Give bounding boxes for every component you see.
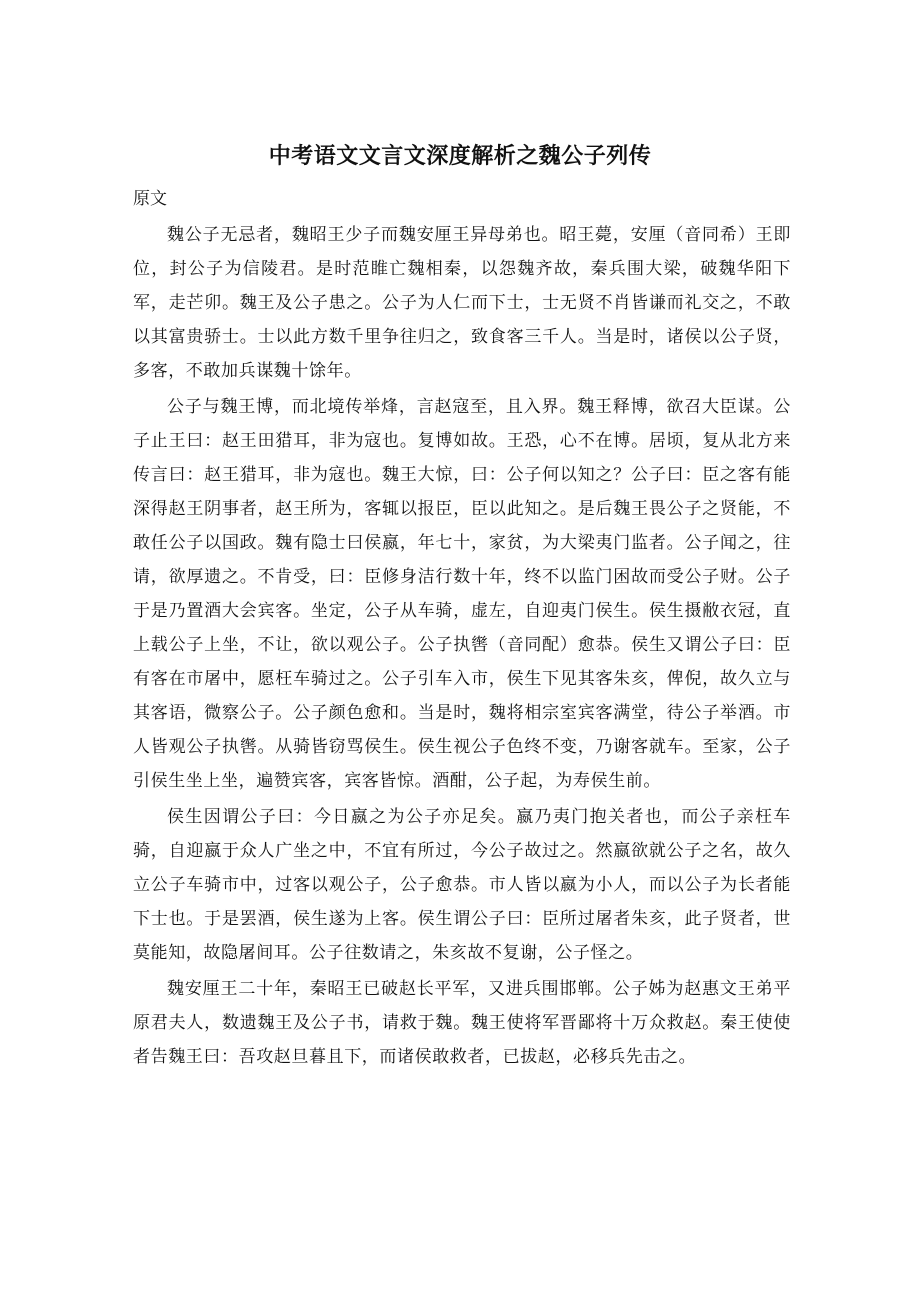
- paragraph: 侯生因谓公子曰：今日嬴之为公子亦足矣。嬴乃夷门抱关者也，而公子亲枉车骑，自迎嬴于众人广坐之中，不宜有所过，今公子故过之。然嬴欲就公子之名，故久立公子车骑市中，过客以观公子，公子愈恭。市人皆以嬴为小人，而以公子为长者能下士也。于是罢酒，侯生遂为上客。侯生谓公子曰：臣所过屠者朱亥，此子贤者，世莫能知，故隐屠间耳。公子往数请之，朱亥故不复谢，公子怪之。: [133, 807, 791, 963]
- body-text: [133, 218, 791, 1076]
- document-title: 中考语文文言文深度解析之魏公子列传: [268, 143, 652, 169]
- paragraph: 公子与魏王博，而北境传举烽，言赵寇至，且入界。魏王释博，欲召大臣谋。公子止王曰：赵王田猎耳，非为寇也。复博如故。王恐，心不在博。居顷，复从北方来传言曰：赵王猎耳，非为寇也。魏王大惊，曰：公子何以知之？公子曰：臣之客有能深得赵王阴事者，赵王所为，客辄以报臣，臣以此知之。是后魏王畏公子之贤能，不敢任公子以国政。魏有隐士曰侯嬴，年七十，家贫，为大梁夷门监者。公子闻之，往请，欲厚遗之。不肯受，曰：臣修身洁行数十年，终不以监门困故而受公子财。公子于是乃置酒大会宾客。坐定，公子从车骑，虚左，自迎夷门侯生。侯生摄敝衣冠，直上载公子上坐，不让，欲以观公子。公子执辔（音同配）愈恭。侯生又谓公子曰：臣有客在市屠中，愿枉车骑过之。公子引车入市，侯生下见其客朱亥，俾倪，故久立与其客语，微察公子。公子颜色愈和。当是时，魏将相宗室宾客满堂，待公子举酒。市人皆观公子执辔。从骑皆窃骂侯生。侯生视公子色终不变，乃谢客就车。至家，公子引侯生坐上坐，遍赞宾客，宾客皆惊。酒酣，公子起，为寿侯生前。: [133, 397, 791, 791]
- section-label: 原文: [133, 189, 167, 209]
- paragraph: 魏公子无忌者，魏昭王少子而魏安厘王异母弟也。昭王薨，安厘（音同希）王即位，封公子为信陵君。是时范睢亡魏相秦，以怨魏齐故，秦兵围大梁，破魏华阳下军，走芒卯。魏王及公子患之。公子为人仁而下士，士无贤不肖皆谦而礼交之，不敢以其富贵骄士。士以此方数千里争往归之，致食客三千人。当是时，诸侯以公子贤，多客，不敢加兵谋魏十馀年。: [133, 225, 791, 381]
- paragraph: 魏安厘王二十年，秦昭王已破赵长平军，又进兵围邯郸。公子姊为赵惠文王弟平原君夫人，数遗魏王及公子书，请救于魏。魏王使将军晋鄙将十万众救赵。秦王使使者告魏王曰：吾攻赵旦暮且下，而诸侯敢救者，已拔赵，必移兵先击之。: [133, 979, 791, 1067]
